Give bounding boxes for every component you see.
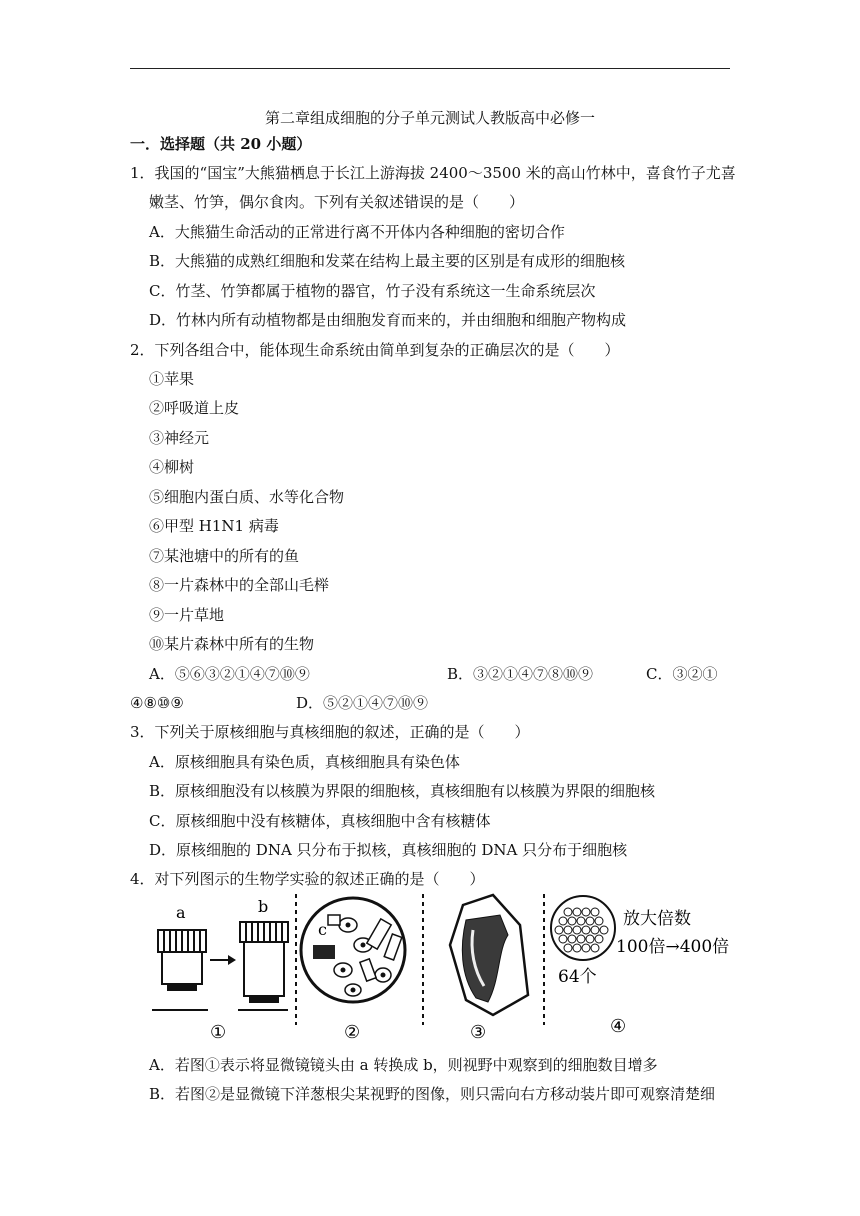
document-title: 第二章组成细胞的分子单元测试人教版高中必修一 xyxy=(264,109,595,127)
magnification-label: 放大倍数 xyxy=(623,909,691,929)
q2-option-c: C．③②① xyxy=(646,665,718,683)
q4-option-a: A．若图①表示将显微镜镜头由 a 转换成 b，则视野中观察到的细胞数目增多 xyxy=(149,1056,658,1074)
q4-figure xyxy=(148,890,743,1040)
plant-cell-panel xyxy=(450,895,528,1040)
q1-option-c: C．竹茎、竹笋都属于植物的器官，竹子没有系统这一生命系统层次 xyxy=(149,282,596,300)
q2-item-10: ⑩某片森林中所有的生物 xyxy=(149,635,315,653)
q2-option-a: A．⑤⑥③②①④⑦⑩⑨ xyxy=(149,665,310,683)
q2-item-2: ②呼吸道上皮 xyxy=(149,399,240,417)
q1-stem-line1: 1．我国的“国宝”大熊猫栖息于长江上游海拔 2400～3500 米的高山竹林中，喜食竹子尤喜 xyxy=(130,164,736,182)
q2-item-3: ③神经元 xyxy=(149,429,210,447)
cell-count-label: 64个 xyxy=(558,967,597,987)
q2-item-7: ⑦某池塘中的所有的鱼 xyxy=(149,547,300,565)
q2-item-5: ⑤细胞内蛋白质、水等化合物 xyxy=(149,488,345,506)
magnification-panel xyxy=(551,896,729,1037)
q1-option-b: B．大熊猫的成熟红细胞和发菜在结构上最主要的区别是有成形的细胞核 xyxy=(149,252,626,270)
q3-option-b: B．原核细胞没有以核膜为界限的细胞核，真核细胞有以核膜为界限的细胞核 xyxy=(149,782,656,800)
q1-stem-line2: 嫩茎、竹笋，偶尔食肉。下列有关叙述错误的是（ ） xyxy=(149,193,525,211)
arrow-icon xyxy=(210,955,236,965)
q1-option-d: D．竹林内所有动植物都是由细胞发育而来的，并由细胞和细胞产物构成 xyxy=(149,311,627,329)
q3-option-d: D．原核细胞的 DNA 只分布于拟核，真核细胞的 DNA 只分布于细胞核 xyxy=(149,841,628,859)
figure-label-3: ③ xyxy=(470,1022,487,1040)
q2-stem: 2．下列各组合中，能体现生命系统由简单到复杂的正确层次的是（ ） xyxy=(130,341,620,359)
cell-c-label: c xyxy=(318,920,327,939)
q3-stem: 3．下列关于原核细胞与真核细胞的叙述，正确的是（ ） xyxy=(130,723,530,741)
section-heading: 一．选择题（共 20 小题） xyxy=(130,135,312,153)
q2-item-1: ①苹果 xyxy=(149,370,195,388)
lens-b-icon xyxy=(240,922,288,1002)
q2-item-9: ⑨一片草地 xyxy=(149,606,225,624)
objective-lens-panel xyxy=(152,897,288,1040)
figure-label-4: ④ xyxy=(610,1016,627,1037)
root-tip-panel xyxy=(301,898,405,1040)
figure-label-1: ① xyxy=(210,1022,227,1040)
q2-option-c-continued: ④⑧⑩⑨ xyxy=(130,694,184,712)
lens-a-label: a xyxy=(176,903,186,922)
q2-item-4: ④柳树 xyxy=(149,458,195,476)
lens-b-label: b xyxy=(258,897,269,916)
q2-option-d: D．⑤②①④⑦⑩⑨ xyxy=(296,694,429,712)
q4-option-b: B．若图②是显微镜下洋葱根尖某视野的图像，则只需向右方移动装片即可观察清楚细 xyxy=(149,1085,716,1103)
q2-item-6: ⑥甲型 H1N1 病毒 xyxy=(149,517,279,535)
q2-item-8: ⑧一片森林中的全部山毛榉 xyxy=(149,576,330,594)
q3-option-c: C．原核细胞中没有核糖体，真核细胞中含有核糖体 xyxy=(149,812,491,830)
figure-label-2: ② xyxy=(344,1022,361,1040)
q3-option-a: A．原核细胞具有染色质，真核细胞具有染色体 xyxy=(149,753,460,771)
magnification-change: 100倍→400倍 xyxy=(616,937,730,957)
lens-a-icon xyxy=(158,930,206,990)
q4-stem: 4．对下列图示的生物学实验的叙述正确的是（ ） xyxy=(130,870,485,888)
q1-option-a: A．大熊猫生命活动的正常进行离不开体内各种细胞的密切合作 xyxy=(149,223,565,241)
header-rule xyxy=(130,68,730,69)
q2-option-b: B．③②①④⑦⑧⑩⑨ xyxy=(447,665,594,683)
